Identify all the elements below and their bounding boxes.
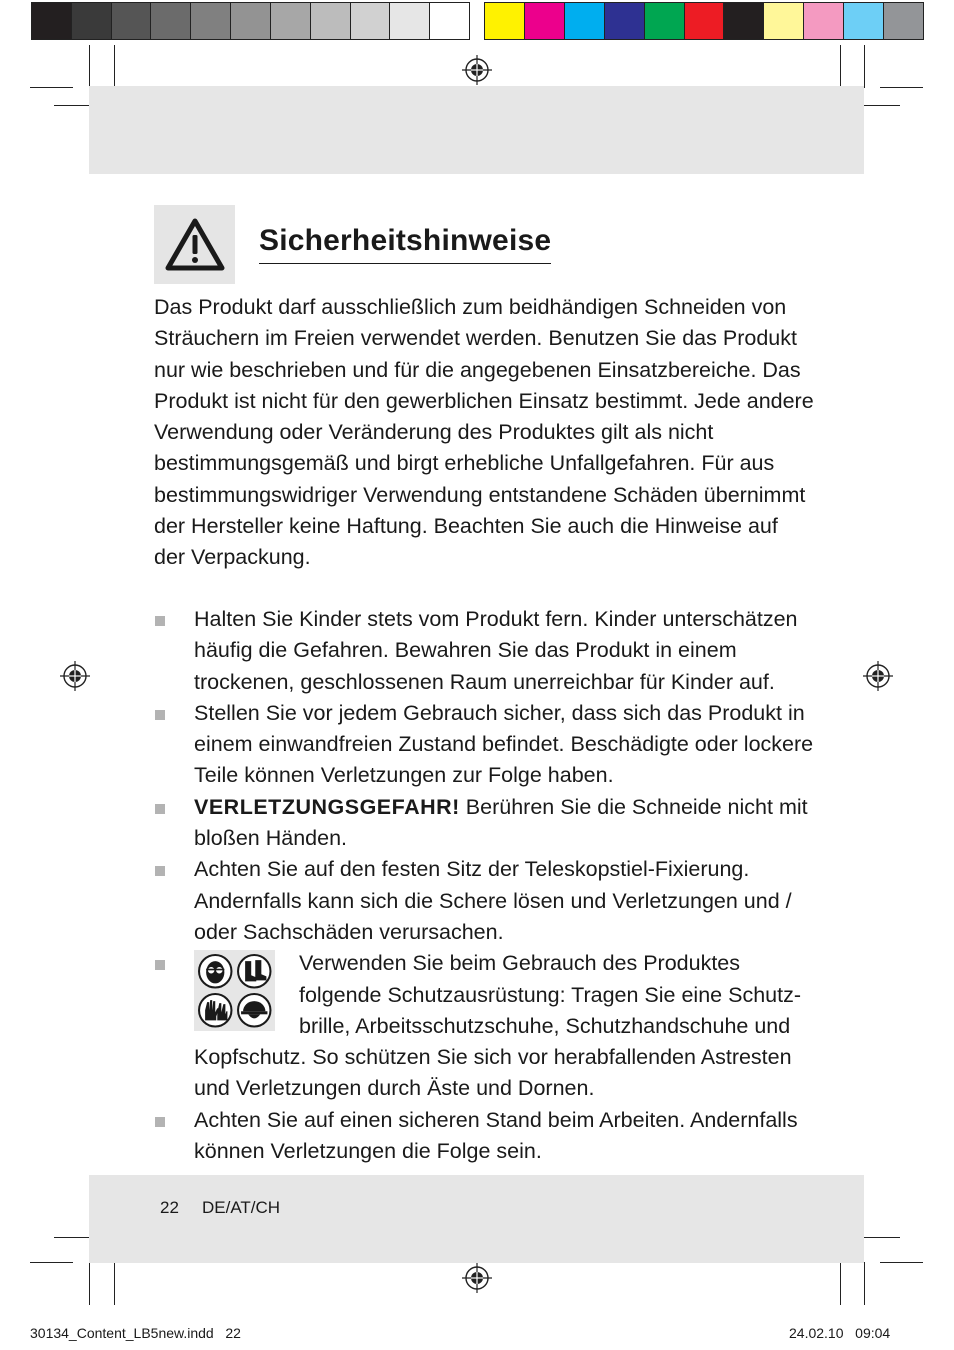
crop-mark [30, 1262, 73, 1263]
injury-warning-label: VERLETZUNGSGEFAHR! [194, 794, 460, 819]
crop-mark [89, 45, 90, 88]
safety-list [154, 604, 814, 1167]
bullet-square-icon [155, 710, 165, 720]
list-item [154, 698, 814, 792]
color-swatch [72, 3, 112, 39]
ppe-row [194, 948, 814, 1042]
list-item [154, 604, 814, 698]
color-swatch [884, 3, 923, 39]
list-item [154, 1105, 814, 1168]
crop-mark [114, 45, 115, 88]
registration-mark-icon [462, 55, 492, 85]
list-item-text: folgende Schutzausrüstung: Tragen Sie eine Schutz- [299, 982, 801, 1007]
list-item [154, 948, 814, 1104]
crop-mark [30, 87, 73, 88]
registration-mark-icon [60, 661, 90, 691]
crop-mark [114, 1262, 115, 1305]
color-swatch [764, 3, 804, 39]
footer-band [89, 1175, 864, 1263]
color-swatch [645, 3, 685, 39]
crop-mark [89, 1262, 90, 1305]
crop-mark [864, 45, 865, 88]
color-swatch [351, 3, 391, 39]
list-item [154, 854, 814, 948]
color-swatch [311, 3, 351, 39]
goggles-icon [197, 953, 234, 990]
gloves-icon [197, 992, 234, 1029]
color-swatch [151, 3, 191, 39]
color-swatch [525, 3, 565, 39]
registration-mark-icon [462, 1263, 492, 1293]
crop-mark [880, 1262, 923, 1263]
crop-mark [840, 1262, 841, 1305]
crop-mark [840, 45, 841, 88]
color-swatch [804, 3, 844, 39]
color-swatch [271, 3, 311, 39]
color-swatch [430, 3, 469, 39]
process-color-bar [484, 2, 924, 40]
color-swatch [191, 3, 231, 39]
color-swatch [844, 3, 884, 39]
slug-file-info: 30134_Content_LB5new.indd 22 [30, 1325, 241, 1341]
color-swatch [32, 3, 72, 39]
list-item-text: Achten Sie auf einen sicheren Stand beim Arbeiten. Andernfalls können Verletzungen die Folge sein. [194, 1107, 798, 1164]
section-title: Sicherheitshinweise [259, 222, 551, 264]
color-swatch [724, 3, 764, 39]
color-swatch [685, 3, 725, 39]
list-item-text: Berühren Sie die Schneide nicht mit bloßen Händen. [194, 794, 808, 851]
intro-paragraph: Das Produkt darf ausschließlich zum beidhändigen Schneiden von Sträuchern im Freien verwendet werden. Benutzen Sie das Produkt nur wie beschrieben und für die angegebenen Einsatzbereiche. Das Produkt ist nicht für den gewerblichen Einsatz bestimmt. Jede andere Verwendung oder Veränderung des Produktes gilt als nicht bestimmungsgemäß und birgt erhebliche Unfallgefahren. Für aus bestimmungswidriger Verwendung entstandene Schäden übernimmt der Hersteller keine Haftung. Beachten Sie auch die Hinweise auf der Verpackung. [154, 295, 814, 570]
list-item-text: Stellen Sie vor jedem Gebrauch sicher, dass sich das Produkt in einem einwandfreien Zustand befindet. Beschädigte oder lockere Teile können Verletzungen zur Folge haben. [194, 700, 814, 788]
bullet-square-icon [155, 616, 165, 626]
language-code: DE/AT/CH [202, 1198, 281, 1217]
gray-color-bar [31, 2, 470, 40]
crop-mark [864, 1262, 865, 1305]
ppe-text-lines [299, 948, 801, 1042]
list-item-text: Achten Sie auf den festen Sitz der Teleskopstiel-Fixierung. Andernfalls kann sich die Schere lösen und Verletzungen und / oder Sachschäden verursachen. [194, 857, 792, 944]
crop-mark [880, 87, 923, 88]
bullet-square-icon [155, 960, 165, 970]
list-item [154, 792, 814, 855]
slug-datetime: 24.02.10 09:04 [789, 1325, 891, 1341]
header-band [89, 86, 864, 174]
page-number: 22 [160, 1198, 179, 1217]
bullet-square-icon [155, 866, 165, 876]
registration-mark-icon [863, 661, 893, 691]
list-item-text: Halten Sie Kinder stets vom Produkt fern. Kinder unterschätzen häufig die Gefahren. Bewahren Sie das Produkt in einem trockenen, geschlossenen Raum unerreichbar für Kinder auf. [194, 607, 798, 694]
bullet-square-icon [155, 1117, 165, 1127]
color-swatch [390, 3, 430, 39]
color-swatch [112, 3, 152, 39]
warning-triangle-icon [164, 217, 226, 273]
color-swatch [485, 3, 525, 39]
list-item-text: Kopfschutz. So schützen Sie sich vor herabfallenden Astresten und Verletzungen durch Äste und Dornen. [194, 1045, 792, 1101]
list-item-text: Verwenden Sie beim Gebrauch des Produktes [299, 951, 741, 976]
color-swatch [605, 3, 645, 39]
ppe-icons [194, 950, 275, 1031]
boots-icon [236, 953, 273, 990]
color-swatch [231, 3, 271, 39]
list-item-text: brille, Arbeitsschutzschuhe, Schutzhandschuhe und [299, 1013, 791, 1038]
helmet-icon [236, 992, 273, 1029]
color-swatch [565, 3, 605, 39]
warning-box [154, 205, 235, 284]
bullet-square-icon [155, 804, 165, 814]
